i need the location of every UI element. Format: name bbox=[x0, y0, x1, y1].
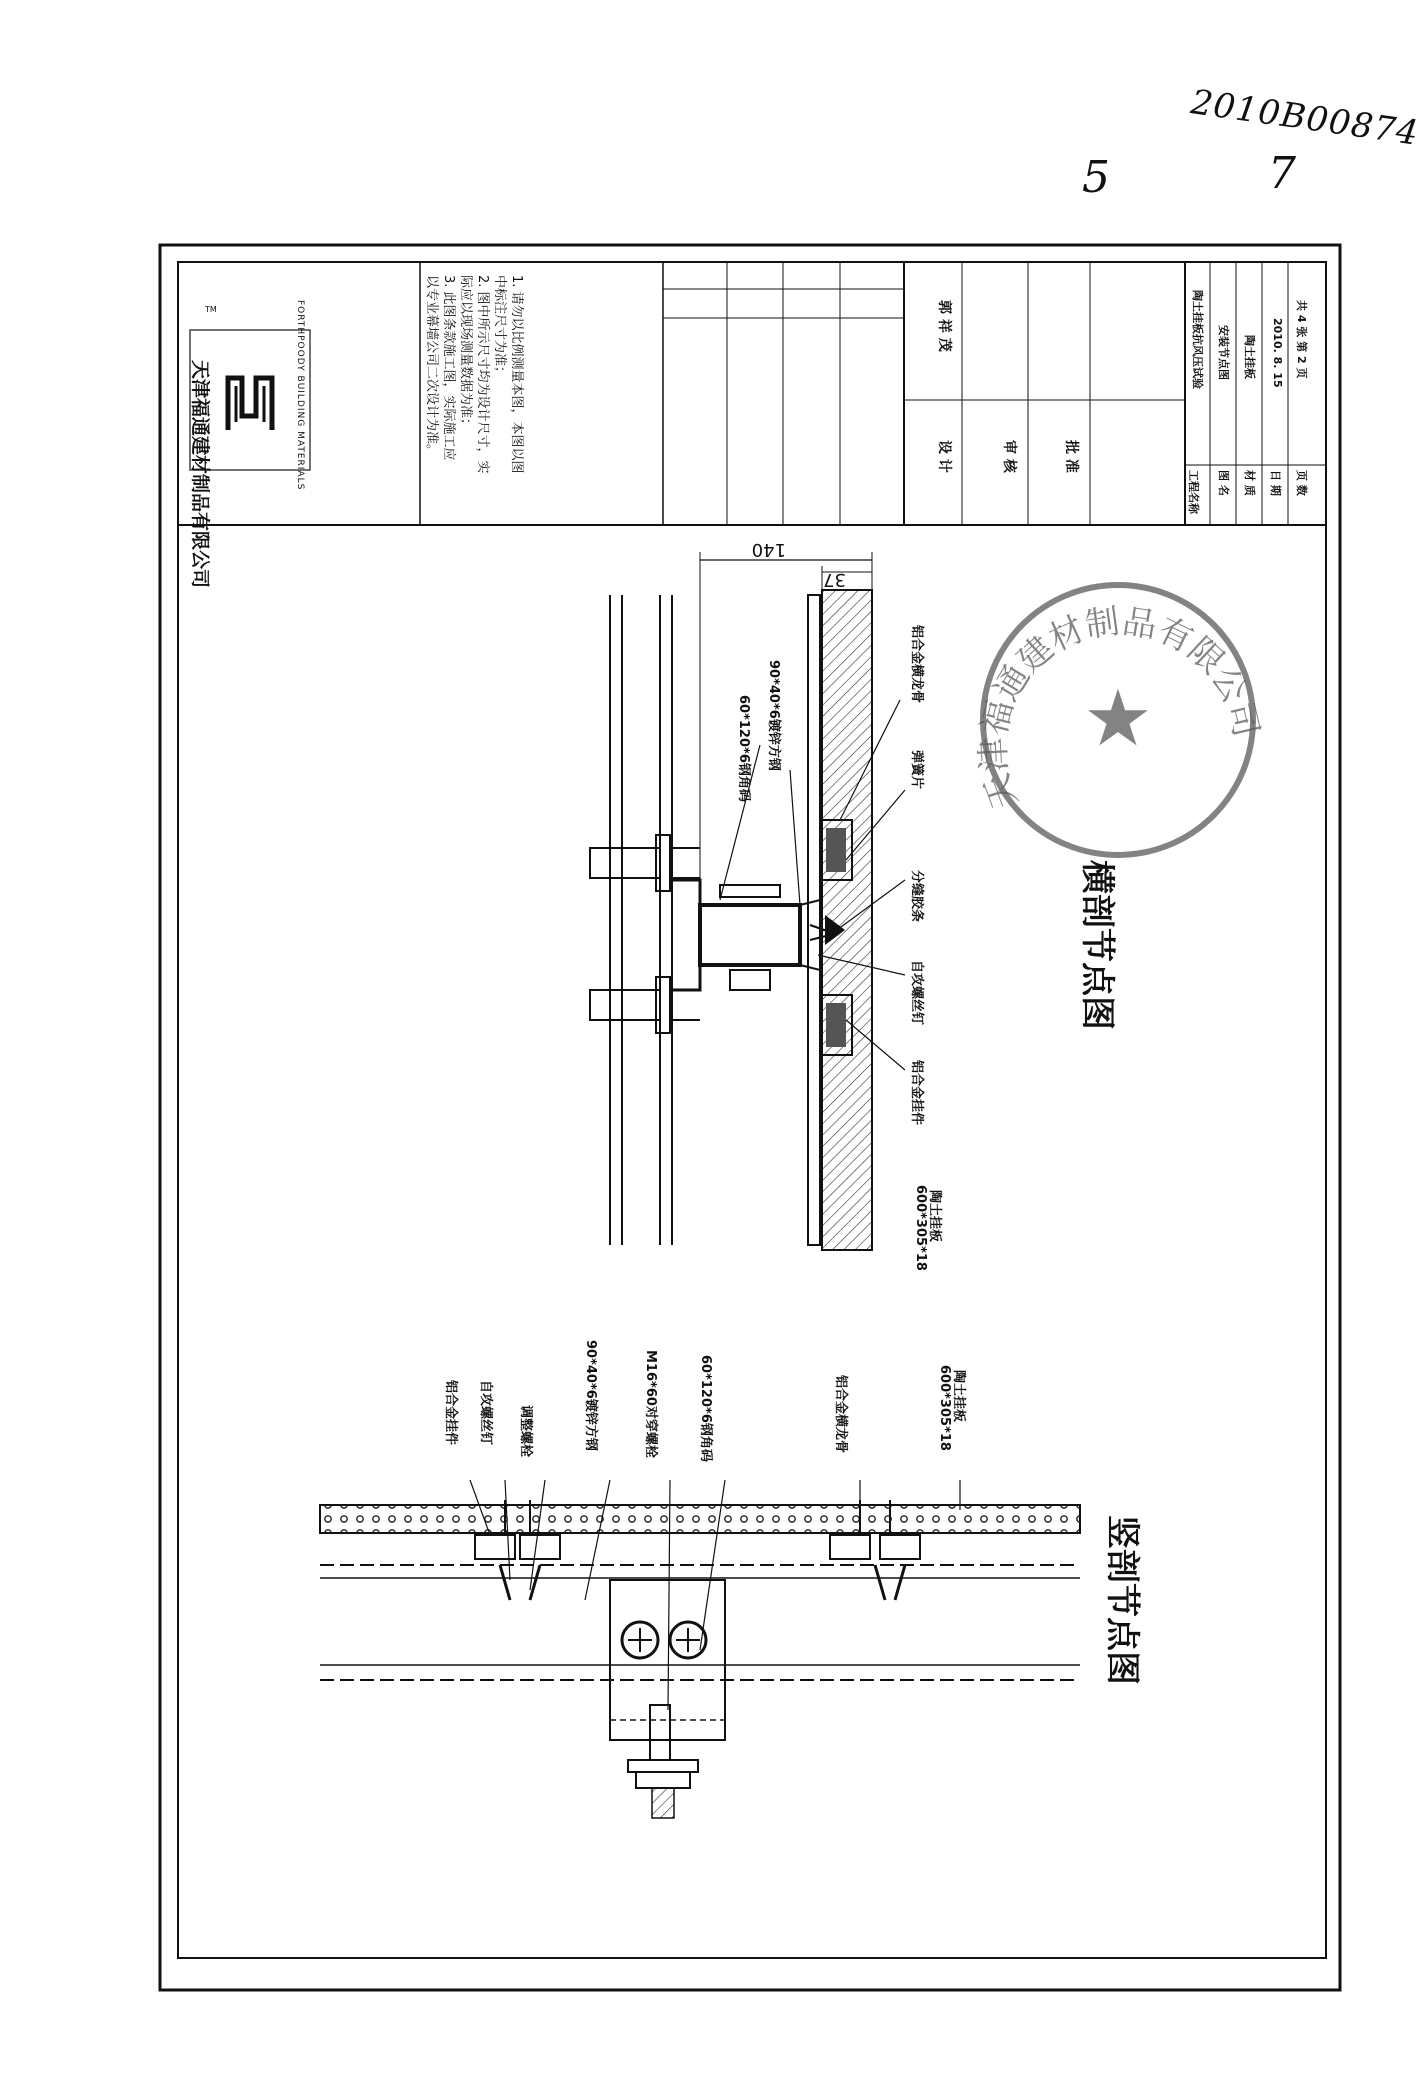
label-self-tapping-v: 自攻螺丝钉 bbox=[478, 1380, 493, 1446]
vertical-section-title: 竖剖节点图 bbox=[1102, 1515, 1142, 1685]
label-alu-keel-h: 铝合金横龙骨 bbox=[909, 625, 924, 704]
material-label: 材 质 bbox=[1243, 470, 1256, 496]
bracket-plate bbox=[610, 1580, 725, 1740]
company-name-en: FORTHPOODY BUILDING MATERIALS bbox=[295, 300, 305, 491]
label-panel-size-h: 600*305*18 bbox=[913, 1185, 928, 1271]
logo-mark bbox=[228, 378, 272, 430]
seal-text: 天津福通建材制品有限公司 bbox=[973, 601, 1267, 814]
label-angle-steel-v: 60*120*6钢角码 bbox=[698, 1355, 713, 1462]
review-label: 审 核 bbox=[1001, 440, 1017, 473]
notes-block bbox=[423, 275, 525, 474]
dim-37: 37 bbox=[823, 569, 846, 590]
inner-frame bbox=[178, 262, 1326, 1958]
design-label: 设 计 bbox=[936, 440, 952, 473]
label-adjust-bolt: 调整螺栓 bbox=[518, 1405, 533, 1458]
approve-label: 批 准 bbox=[1063, 440, 1079, 473]
note-line: 中标注尺寸为准； bbox=[492, 275, 507, 380]
note-line: 际应以现场测量数据为准； bbox=[458, 275, 473, 432]
date-value: 2010. 8. 15 bbox=[1271, 318, 1284, 388]
company-name-cn: 天津福通建材制品有限公司 bbox=[189, 360, 211, 589]
drawing-value: 安装节点图 bbox=[1217, 325, 1230, 380]
note-line: 2. 图中所示尺寸均为设计尺寸，实 bbox=[475, 275, 490, 474]
dim-140: 140 bbox=[751, 539, 786, 560]
horizontal-section-title: 横剖节点图 bbox=[1077, 860, 1117, 1030]
label-panel-size-v: 600*305*18 bbox=[937, 1365, 952, 1451]
label-alu-keel-v: 铝合金横龙骨 bbox=[833, 1375, 848, 1454]
project-label: 工程名称 bbox=[1187, 470, 1200, 514]
handwritten-page-a: 5 bbox=[1082, 152, 1110, 203]
design-name: 郭 祥 茂 bbox=[936, 300, 952, 352]
alu-keel-strip bbox=[808, 595, 820, 1245]
label-panel-name-h: 陶土挂板 bbox=[927, 1190, 942, 1243]
note-line: 以专业幕墙公司二次设计为准。 bbox=[424, 275, 439, 458]
vertical-section bbox=[320, 1480, 1080, 1818]
material-value: 陶土挂板 bbox=[1243, 335, 1256, 379]
label-square-steel-h: 90*40*6镀锌方钢 bbox=[766, 660, 781, 771]
label-spring-piece: 弹簧片 bbox=[909, 750, 924, 790]
label-through-bolt: M16*60对穿螺栓 bbox=[643, 1350, 658, 1458]
pages-label: 页 数 bbox=[1295, 470, 1308, 496]
project-value: 陶土挂板抗风压试验 bbox=[1191, 290, 1204, 389]
handwritten-page-b: 7 bbox=[1268, 148, 1296, 199]
label-angle-steel-h: 60*120*6钢角码 bbox=[736, 695, 751, 802]
clay-panel-perforated bbox=[320, 1505, 1080, 1533]
label-separator-strip: 分缝胶条 bbox=[909, 870, 924, 923]
note-line: 1. 请勿以比例测量本图，本图以图 bbox=[509, 275, 524, 474]
logo-trademark: TM bbox=[205, 305, 217, 314]
label-panel-name-v: 陶土挂板 bbox=[951, 1370, 966, 1423]
label-alu-hanger-h: 铝合金挂件 bbox=[909, 1060, 924, 1126]
square-steel-tube bbox=[700, 905, 800, 965]
horizontal-section bbox=[590, 539, 905, 1250]
seal-star: ★ bbox=[1083, 674, 1153, 764]
note-line: 3. 此图条款施工图，实际施工应 bbox=[441, 275, 456, 461]
pages-value: 共 4 张 第 2 页 bbox=[1295, 300, 1308, 379]
label-alu-hanger-v: 铝合金挂件 bbox=[443, 1380, 458, 1446]
title-block-labels bbox=[1180, 470, 1206, 514]
handwritten-code: 2010B00874 bbox=[1188, 82, 1421, 154]
drawing-label: 图 名 bbox=[1217, 470, 1230, 496]
label-square-steel-v: 90*40*6镀锌方钢 bbox=[583, 1340, 598, 1451]
date-label: 日 期 bbox=[1269, 470, 1282, 496]
outer-frame bbox=[160, 245, 1340, 1990]
label-self-tapping-h: 自攻螺丝钉 bbox=[909, 960, 924, 1026]
